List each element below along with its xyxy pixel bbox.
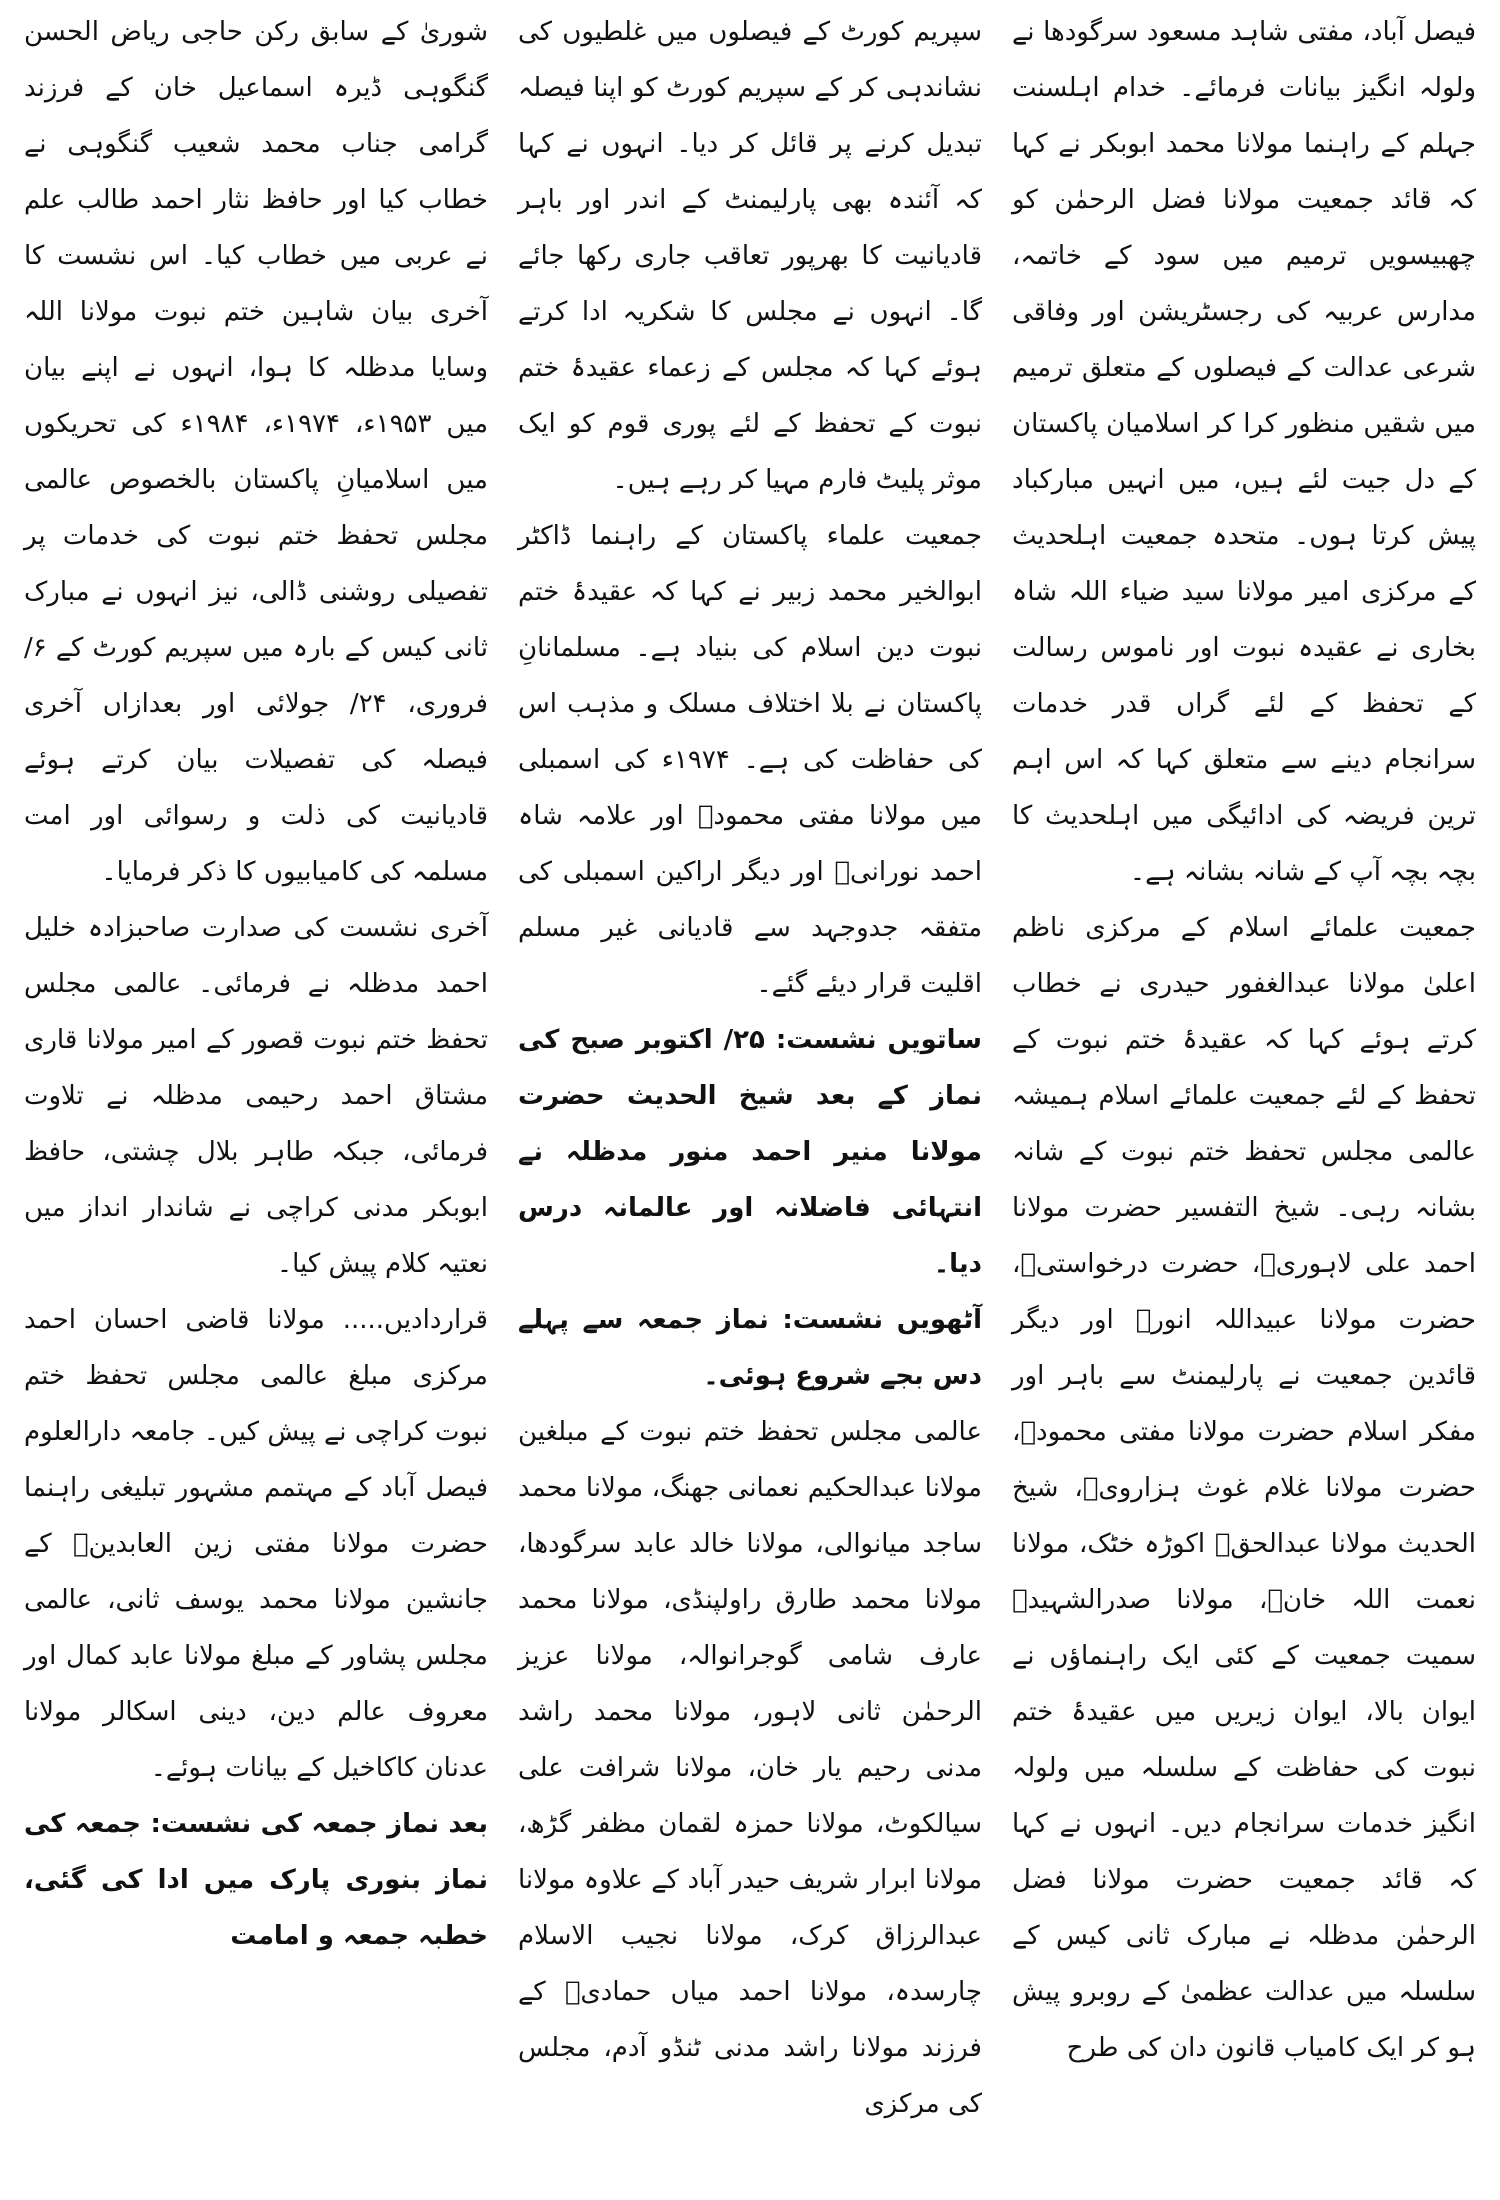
body-paragraph: جمعیت علماء پاکستان کے راہنما ڈاکٹر ابوالخیر محمد زبیر نے کہا کہ عقیدۂ ختم نبوت دین اسلام کی بنیاد ہے۔ مسلمانانِ پاکستان نے بلا اختلاف مسلک و مذہب اس کی حفاظت کی ہے۔ ۱۹۷۴ء کی اسمبلی میں مولانا مفتی محمودؒ اور علامہ شاہ احمد نورانیؒ اور دیگر اراکین اسمبلی کی متفقہ جدوجہد سے قادیانی غیر مسلم اقلیت قرار دیئے گئے۔ [518, 521, 983, 999]
column-middle [512, 4, 988, 2200]
body-paragraph: آخری نشست کی صدارت صاحبزادہ خلیل احمد مدظلہ نے فرمائی۔ عالمی مجلس تحفظ ختم نبوت قصور کے امیر مولانا قاری مشتاق احمد رحیمی مدظلہ نے تلاوت فرمائی، جبکہ طاہر بلال چشتی، حافظ ابوبکر مدنی کراچی نے شاندار انداز میں نعتیہ کلام پیش کیا۔ [24, 913, 488, 1279]
body-paragraph: عالمی مجلس تحفظ ختم نبوت کے مبلغین مولانا عبدالحکیم نعمانی جھنگ، مولانا محمد ساجد میانوالی، مولانا خالد عابد سرگودھا، مولانا محمد طارق راولپنڈی، مولانا محمد عارف شامی گوجرانوالہ، مولانا عزیز الرحمٰن ثانی لاہور، مولانا محمد راشد مدنی رحیم یار خان، مولانا شرافت علی سیالکوٹ، مولانا حمزہ لقمان مظفر گڑھ، مولانا ابرار شریف حیدر آباد کے علاوہ مولانا عبدالرزاق کرک، مولانا نجیب الاسلام چارسدہ، مولانا احمد میاں حمادیؒ کے فرزند مولانا راشد مدنی ٹنڈو آدم، مجلس کی مرکزی [518, 1417, 982, 2119]
body-paragraph: قراردادیں..... مولانا قاضی احسان احمد مرکزی مبلغ عالمی مجلس تحفظ ختم نبوت کراچی نے پیش کیں۔ جامعہ دارالعلوم فیصل آباد کے مہتمم مشہور تبلیغی راہنما حضرت مولانا مفتی زین العابدینؒ کے جانشین مولانا محمد یوسف ثانی، عالمی مجلس پشاور کے مبلغ مولانا عابد کمال اور معروف عالم دین، دینی اسکالر مولانا عدنان کاکاخیل کے بیانات ہوئے۔ [24, 1305, 488, 1783]
body-paragraph: شوریٰ کے سابق رکن حاجی ریاض الحسن گنگوہی ڈیرہ اسماعیل خان کے فرزند گرامی جناب محمد شعیب گنگوہی نے خطاب کیا اور حافظ نثار احمد طالب علم نے عربی میں خطاب کیا۔ اس نشست کا آخری بیان شاہین ختم نبوت مولانا اللہ وسایا مدظلہ کا ہوا، انہوں نے اپنے بیان میں ۱۹۵۳ء، ۱۹۷۴ء، ۱۹۸۴ء کی تحریکوں میں اسلامیانِ پاکستان بالخصوص عالمی مجلس تحفظ ختم نبوت کی خدمات پر تفصیلی روشنی ڈالی، نیز انہوں نے مبارک ثانی کیس کے بارہ میں سپریم کورٹ کے ۶/ فروری، ۲۴/ جولائی اور بعدازاں آخری فیصلہ کی تفصیلات بیان کرتے ہوئے قادیانیت کی ذلت و رسوائی اور امت مسلمہ کی کامیابیوں کا ذکر فرمایا۔ [24, 17, 488, 887]
section-heading-paragraph: آٹھویں نشست: نماز جمعہ سے پہلے دس بجے شروع ہوئی۔ [518, 1305, 982, 1391]
body-paragraph: جمعیت علمائے اسلام کے مرکزی ناظم اعلیٰ مولانا عبدالغفور حیدری نے خطاب کرتے ہوئے کہا کہ عقیدۂ ختم نبوت کے تحفظ کے لئے جمعیت علمائے اسلام ہمیشہ عالمی مجلس تحفظ ختم نبوت کے شانہ بشانہ رہی۔ شیخ التفسیر حضرت مولانا احمد علی لاہوریؒ، حضرت درخواستیؒ، حضرت مولانا عبیداللہ انورؒ اور دیگر قائدین جمعیت نے پارلیمنٹ سے باہر اور مفکر اسلام حضرت مولانا مفتی محمودؒ، حضرت مولانا غلام غوث ہزارویؒ، شیخ الحدیث مولانا عبدالحقؒ اکوڑہ خٹک، مولانا نعمت اللہ خانؒ، مولانا صدرالشہیدؒ سمیت جمعیت کے کئی ایک راہنماؤں نے ایوان بالا، ایوان زیریں میں عقیدۂ ختم نبوت کی حفاظت کے سلسلہ میں ولولہ انگیز خدمات سرانجام دیں۔ انہوں نے کہا کہ قائد جمعیت حضرت مولانا فضل الرحمٰن مدظلہ نے مبارک ثانی کیس کے سلسلہ میں عدالت عظمیٰ کے روبرو پیش ہو کر ایک کامیاب قانون دان کی طرح [1012, 913, 1476, 2063]
column-left [18, 4, 494, 2200]
column-gutter [494, 4, 512, 2200]
column-gutter [988, 4, 1006, 2200]
body-paragraph: سپریم کورٹ کے فیصلوں میں غلطیوں کی نشاندہی کر کے سپریم کورٹ کو اپنا فیصلہ تبدیل کرنے پر قائل کر دیا۔ انہوں نے کہا کہ آئندہ بھی پارلیمنٹ کے اندر اور باہر قادیانیت کا بھرپور تعاقب جاری رکھا جائے گا۔ انہوں نے مجلس کا شکریہ ادا کرتے ہوئے کہا کہ مجلس کے زعماء عقیدۂ ختم نبوت کے تحفظ کے لئے پوری قوم کو ایک موثر پلیٹ فارم مہیا کر رہے ہیں۔ [518, 17, 982, 495]
section-heading-paragraph: ساتویں نشست: ۲۵/ اکتوبر صبح کی نماز کے بعد شیخ الحدیث حضرت مولانا منیر احمد منور مدظلہ نے انتہائی فاضلانہ اور عالمانہ درس دیا۔ [518, 1025, 982, 1279]
body-paragraph: فیصل آباد، مفتی شاہد مسعود سرگودھا نے ولولہ انگیز بیانات فرمائے۔ خدام اہلسنت جہلم کے راہنما مولانا محمد ابوبکر نے کہا کہ قائد جمعیت مولانا فضل الرحمٰن کو چھبیسویں ترمیم میں سود کے خاتمہ، مدارس عربیہ کی رجسٹریشن اور وفاقی شرعی عدالت کے فیصلوں کے متعلق ترمیم میں شقیں منظور کرا کر اسلامیان پاکستان کے دل جیت لئے ہیں، میں انہیں مبارکباد پیش کرتا ہوں۔ متحدہ جمعیت اہلحدیث کے مرکزی امیر مولانا سید ضیاء اللہ شاہ بخاری نے عقیدہ نبوت اور ناموس رسالت کے تحفظ کے لئے گراں قدر خدمات سرانجام دینے سے متعلق کہا کہ اس اہم ترین فریضہ کی ادائیگی میں اہلحدیث کا بچہ بچہ آپ کے شانہ بشانہ ہے۔ [1012, 17, 1476, 887]
column-right [1006, 4, 1482, 2200]
section-heading-paragraph: بعد نماز جمعہ کی نشست: جمعہ کی نماز بنوری پارک میں ادا کی گئی، خطبہ جمعہ و امامت [24, 1809, 488, 1951]
